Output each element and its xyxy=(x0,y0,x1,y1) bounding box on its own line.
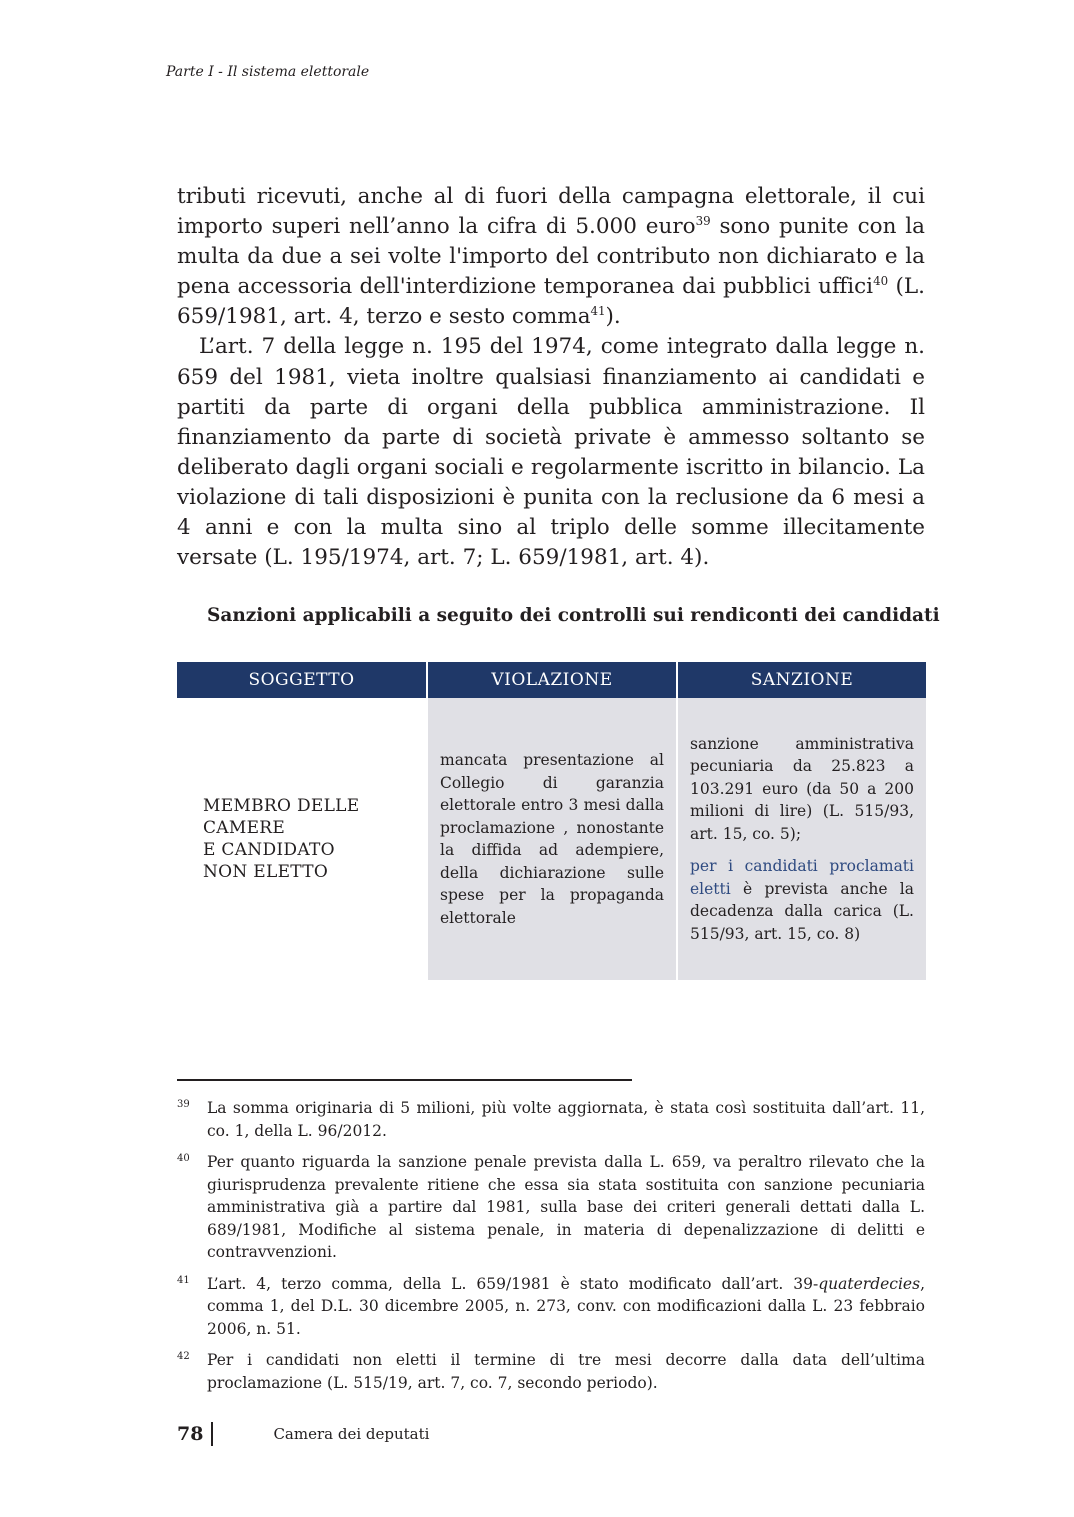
sanctions-table xyxy=(177,662,926,980)
footnote-40: 40 Per quanto riguarda la sanzione penale prevista dalla L. 659, va peraltro rilevato che la giurisprudenza prevalente ritiene che essa sia stata sostituita con sanzione pecuniaria amministrativa già a partire dal 1981, sulla base dei criteri generali dettati dalla L. 689/1981, Modifiche al sistema penale, in materia di depenalizzazione di delitti e contravvenzioni. xyxy=(177,1153,925,1261)
table-header-row xyxy=(177,662,926,698)
table-row xyxy=(177,698,926,980)
footnote-42: 42 Per i candidati non eletti il termine di tre mesi decorre dalla data dell’ultima proclamazione (L. 515/19, art. 7, co. 7, secondo periodo). xyxy=(177,1351,925,1392)
cell-sanction xyxy=(677,698,926,980)
footnote-ref-40[interactable]: 40 xyxy=(873,274,889,289)
footnote-ref-41[interactable]: 41 xyxy=(590,304,606,319)
footnote-41: 41 L’art. 4, terzo comma, della L. 659/1981 è stato modificato dall’art. 39-quaterdecies, comma 1, del D.L. 30 dicembre 2005, n. 273, conv. con modificazioni dalla L. 23 febbraio 2006, n. 51. xyxy=(177,1274,925,1338)
paragraph-1: tributi ricevuti, anche al di fuori della campagna elettorale, il cui importo superi nell’anno la cifra di 5.000 euro$^{39}$ sono punite con la multa da due a sei volte l'importo del contributo non dichiarato e la pena accessoria dell'interdizione temporanea dai pubblici uffici$^{40}$ (L. 659/1981, art. 4, terzo e sesto comma$^{41}$). xyxy=(177,184,925,330)
cell-subject xyxy=(177,698,427,980)
footer-divider xyxy=(211,1422,213,1446)
subject-line: NON ELETTO xyxy=(203,862,329,882)
page-footer xyxy=(177,1422,429,1446)
footnote-ref-39[interactable]: 39 xyxy=(695,213,711,228)
header-violazione: VIOLAZIONE xyxy=(427,662,677,698)
sanction-text-2: per i candidati proclamati eletti è prevista anche la decadenza dalla carica (L. 515/93, art. 15, co. 8) xyxy=(690,857,914,943)
header-soggetto: SOGGETTO xyxy=(177,662,427,698)
publisher-name: Camera dei deputati xyxy=(273,1425,430,1443)
header-sanzione: SANZIONE xyxy=(677,662,926,698)
sanction-text-1: sanzione amministrativa pecuniaria da 25.823 a 103.291 euro (da 50 a 200 milioni di lire) (L. 515/93, art. 15, co. 5); xyxy=(690,734,914,843)
subject-line: MEMBRO DELLE xyxy=(203,796,360,816)
subject-line: CAMERE xyxy=(203,818,286,838)
cell-violation: mancata presentazione al Collegio di garanzia elettorale entro 3 mesi dalla proclamazione , nonostante la diffida ad adempiere, della dichiarazione sulle spese per la propaganda elettorale xyxy=(427,698,677,980)
footnote-39: 39 La somma originaria di 5 milioni, più volte aggiornata, è stata così sostituita dall’art. 11, co. 1, della L. 96/2012. xyxy=(177,1099,925,1140)
paragraph-2: L’art. 7 della legge n. 195 del 1974, come integrato dalla legge n. 659 del 1981, vieta inoltre qualsiasi finanziamento ai candidati e partiti da parte di organi della pubblica amministrazione. Il finanziamento da parte di società private è ammesso soltanto se deliberato dagli organi sociali e regolarmente iscritto in bilancio. La violazione di tali disposizioni è punita con la reclusione da 6 mesi a 4 anni e con la multa sino al triplo delle somme illecitamente versate (L. 195/1974, art. 7; L. 659/1981, art. 4). xyxy=(177,334,925,571)
running-header: Parte I - Il sistema elettorale xyxy=(166,64,370,80)
table-title: Sanzioni applicabili a seguito dei controlli sui rendiconti dei candidati xyxy=(207,605,940,626)
body-text xyxy=(177,182,925,573)
footnotes xyxy=(177,1097,925,1403)
footnote-divider xyxy=(177,1079,632,1081)
page-number: 78 xyxy=(177,1423,204,1445)
subject-line: E CANDIDATO xyxy=(203,840,335,860)
